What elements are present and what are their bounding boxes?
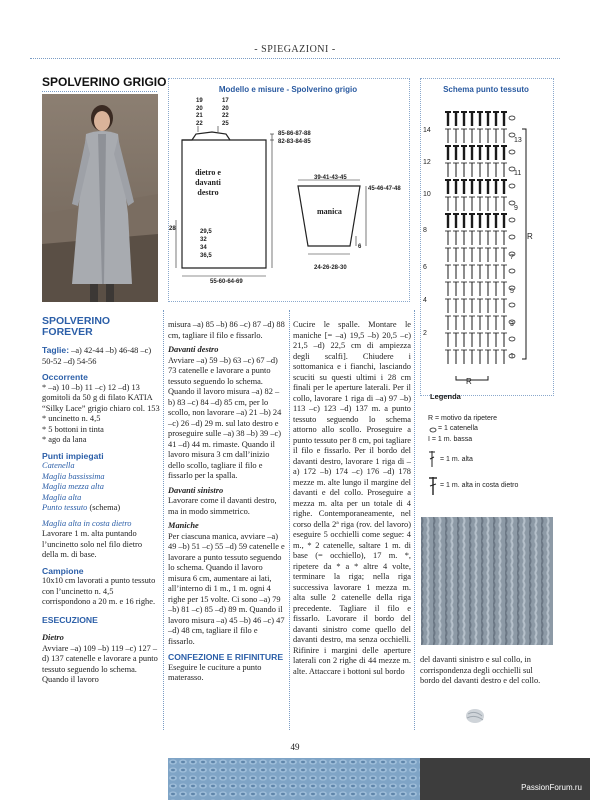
repeat-label: R (466, 377, 472, 386)
column-4 (420, 655, 552, 687)
repeat-bracket (522, 129, 526, 359)
chain-mark (509, 303, 515, 307)
row-number: 1 (510, 353, 514, 360)
punto-item: Maglia mezza alta (42, 482, 104, 491)
chain-mark (509, 150, 515, 154)
row-number: 3 (510, 321, 514, 328)
legend-item: = 1 catenella (438, 425, 478, 432)
header-divider (30, 58, 560, 59)
maniche-title: Maniche (168, 521, 199, 530)
left-column (42, 316, 160, 686)
row-number: 5 (510, 288, 514, 295)
section-header: - SPIEGAZIONI - (254, 44, 336, 55)
chain-mark (509, 337, 515, 341)
chain-mark (509, 269, 515, 273)
davanti-sinistro-text: Lavorare come il davanti destro, ma in modo simmetrico. (168, 496, 277, 516)
punto-tessuto: Punto tessuto (42, 503, 88, 512)
punti-title: Punti impiegati (42, 450, 104, 461)
punto-item: Maglia bassissima (42, 471, 105, 481)
footer-band (420, 758, 590, 800)
legend-item: = 1 m. alta in costa dietro (440, 482, 519, 489)
occorrente-line: * ago da lana (42, 435, 87, 444)
row-number: 8 (423, 227, 427, 234)
row-number: 10 (423, 191, 431, 198)
row-number: 14 (423, 127, 431, 134)
maglia-costa-text: Lavorare 1 m. alta puntando l’uncinetto solo nel filo dietro della m. di base. (42, 529, 143, 559)
maniche-text: Per ciascuna manica, avviare –a) 49 –b) 51 –c) 55 –d) 59 catenelle e lavorare a punto tessuto seguendo lo schema. Quando il lavoro misura 6 cm, aumentare ai lati, all’interno di 1 m., 1 m. ogni 4 righe per 15 volte. Ci sono –a) 79 –b) 81 –c) 85 –d) 89 m. Quando il lavoro misura –a) 45 –b) 46 –c) 47 –d) 48 cm, tagliare il filo e fissarlo. (168, 531, 285, 646)
chain-mark (509, 235, 515, 239)
repeat-label: R (527, 232, 533, 241)
armhole-values: 29,5 32 34 36,5 (200, 229, 212, 259)
body-label: dietro e davanti destro (195, 168, 221, 197)
occorrente-line: * uncinetto n. 4,5 (42, 414, 101, 423)
row-number: 13 (514, 137, 522, 144)
sleeve-cuff-height: 6 (358, 244, 362, 250)
punto-tessuto-suffix: (schema) (87, 503, 121, 512)
davanti-sinistro-title: Davanti sinistro (168, 485, 224, 495)
dietro-continued: misura –a) 85 –b) 86 –c) 87 –d) 88 cm, tagliare il filo e fissarlo. (168, 320, 285, 340)
neck-b-values: 17 20 22 25 (222, 98, 229, 127)
stitch-texture-photo (421, 517, 553, 645)
confezione-text: Eseguire le cuciture a punto materasso. (168, 662, 262, 682)
body-width: 55-60-64-69 (210, 279, 243, 285)
davanti-destro-title: Davanti destro (168, 345, 219, 354)
row-number: 4 (423, 297, 427, 304)
row-number: 7 (510, 254, 514, 261)
column-2 (168, 320, 285, 684)
diagram-title: Modello e misure - Spolverino grigio (218, 85, 358, 94)
side-opening: 28 (169, 226, 176, 232)
column-divider (414, 310, 415, 730)
legend-title: Legenda (430, 392, 461, 401)
row-number: 2 (423, 330, 427, 337)
column-divider (289, 310, 290, 730)
row-number: 12 (423, 159, 431, 166)
occorrente-title: Occorrente (42, 372, 88, 382)
bottom-texture-strip (168, 758, 420, 800)
sleeve-width: 39-41-43-45 (314, 175, 347, 181)
watermark: PassionForum.ru (521, 783, 582, 792)
length-front: 82-83-84-85 (278, 139, 311, 145)
confezione-title: CONFEZIONE E RIFINITURE (168, 652, 284, 662)
davanti-destro-text: Avviare –a) 59 –b) 63 –c) 67 –d) 73 catenelle e lavorare a punto tessuto seguendo lo schema. Quando il lavoro misura –a) 82 –b) 83 –c) 84 –d) 85 cm, per lo scollo, non lavorare –a) 21 –b) 24 –c) 26 –d) 29 m. sul lato destro e proseguire sulle –a) 38 –b) 39 –c) 41 –d) 44 m. rimaste. Quando il lavoro misura 3 cm dall’inizio dello scollo, tagliare il filo e fissarlo per la spalla. (168, 355, 282, 480)
confezione-continued: Cucire le spalle. Montare le maniche [= –a) 19,5 –b) 20,5 –c) 21,5 –d) 22,5 cm di ampiezza degli scalfi]. Chiudere i sottomanica e i fianchi, lasciando scuciti su questi ultimi i 28 cm finali per le aperture laterali. Per il collo, lavorare 1 riga di –a) 97 –b) 113 –c) 123 –d) 137 m. a punto tessuto seguendo lo schema attorno allo scollo. Proseguire a punto tessuto per 8 cm, poi tagliare il filo e fissarlo. Per il bordo del davanti destro, lavorare 1 riga di –a) 172 –b) 174 –c) 176 –d) 178 mezze m. alte lungo il margine del davanti e del collo. Proseguire a mezza m. alta per un totale di 4 righe. Contemporaneamente, nel corso della 2ª riga (rov. del lavoro) eseguire 5 occhielli come segue: 4 m., * 2 catenelle, saltare 1 m. di base (= occhiello), 17 m. *, ripetere da * a * altre 4 volte, terminare la riga; nella riga successiva lavorare 1 mezza m. alta sulle 2 catenelle della riga precedente. Tagliare il filo e fissarlo. Lavorare il bordo del davanti sinistro come quello del davanti destro, ma senza occhielli. Rifinire i margini delle aperture laterali con 2 righe di 44 mezze m. alte. Attaccare i bottoni sul bordo (293, 320, 411, 676)
campione-title: Campione (42, 565, 84, 576)
length-back: 85-86-87-88 (278, 131, 311, 137)
repeat-bracket (456, 376, 488, 380)
chain-symbol-icon (429, 427, 437, 433)
yarn-ball-icon (462, 706, 488, 724)
occorrente-line: * –a) 10 –b) 11 –c) 12 –d) 13 gomitoli da 50 g di filato KATIA “Silky Lace” grigio chiaro col. 153 (42, 382, 160, 413)
legend-item: = 1 m. alta (440, 456, 473, 463)
schema-title: Schema punto tessuto (443, 85, 529, 94)
page-number: 49 (290, 742, 300, 752)
column-divider (163, 310, 164, 730)
photo-title: SPOLVERINO GRIGIO (42, 75, 167, 89)
occorrente-line: * 5 bottoni in tinta (42, 424, 104, 434)
row-number: 6 (423, 264, 427, 271)
sleeve-label: manica (317, 207, 342, 216)
model-photo (42, 94, 158, 302)
double-crochet-icon (428, 450, 436, 468)
dietro-title: Dietro (42, 633, 64, 642)
pattern-subtitle: SPOLVERINO FOREVER (42, 315, 111, 338)
taglie-label: Taglie: (42, 345, 70, 355)
chain-mark (509, 184, 515, 188)
punto-item: Maglia alta (42, 492, 82, 502)
sleeve-cuff-width: 24-26-28-30 (314, 265, 347, 271)
esecuzione-title: ESECUZIONE (42, 614, 98, 625)
punto-item: Catenella (42, 461, 75, 470)
chain-mark (509, 116, 515, 120)
neck-a-values: 19 20 21 22 (196, 98, 203, 127)
legend-item: R = motivo da ripetere (428, 415, 498, 422)
stitch-chart (434, 104, 540, 394)
chain-mark (509, 218, 515, 222)
row-number: 9 (514, 205, 518, 212)
dietro-text: Avviare –a) 109 –b) 119 –c) 127 –d) 137 catenelle e lavorare a punto tessuto seguendo lo schema. Quando il lavoro (42, 643, 158, 684)
col4-text: del davanti sinistro e sul collo, in corrispondenza degli occhielli sul bordo del davanti destro e del collo. (420, 655, 541, 685)
column-3 (293, 320, 411, 677)
back-loop-double-crochet-icon (428, 476, 438, 496)
legend-item: I = 1 m. bassa (428, 436, 473, 443)
sleeve-length: 45-46-47-48 (368, 186, 401, 192)
taglie-text: –a) 42-44 –b) 46-48 –c) 50-52 –d) 54-56 (42, 346, 152, 366)
row-number: 11 (514, 170, 522, 177)
campione-text: 10x10 cm lavorati a punto tessuto con l’uncinetto n. 4,5 corrispondono a 20 m. e 16 righe. (42, 576, 156, 606)
maglia-costa-title: Maglia alta in costa dietro (42, 518, 132, 528)
title-divider (42, 91, 157, 92)
